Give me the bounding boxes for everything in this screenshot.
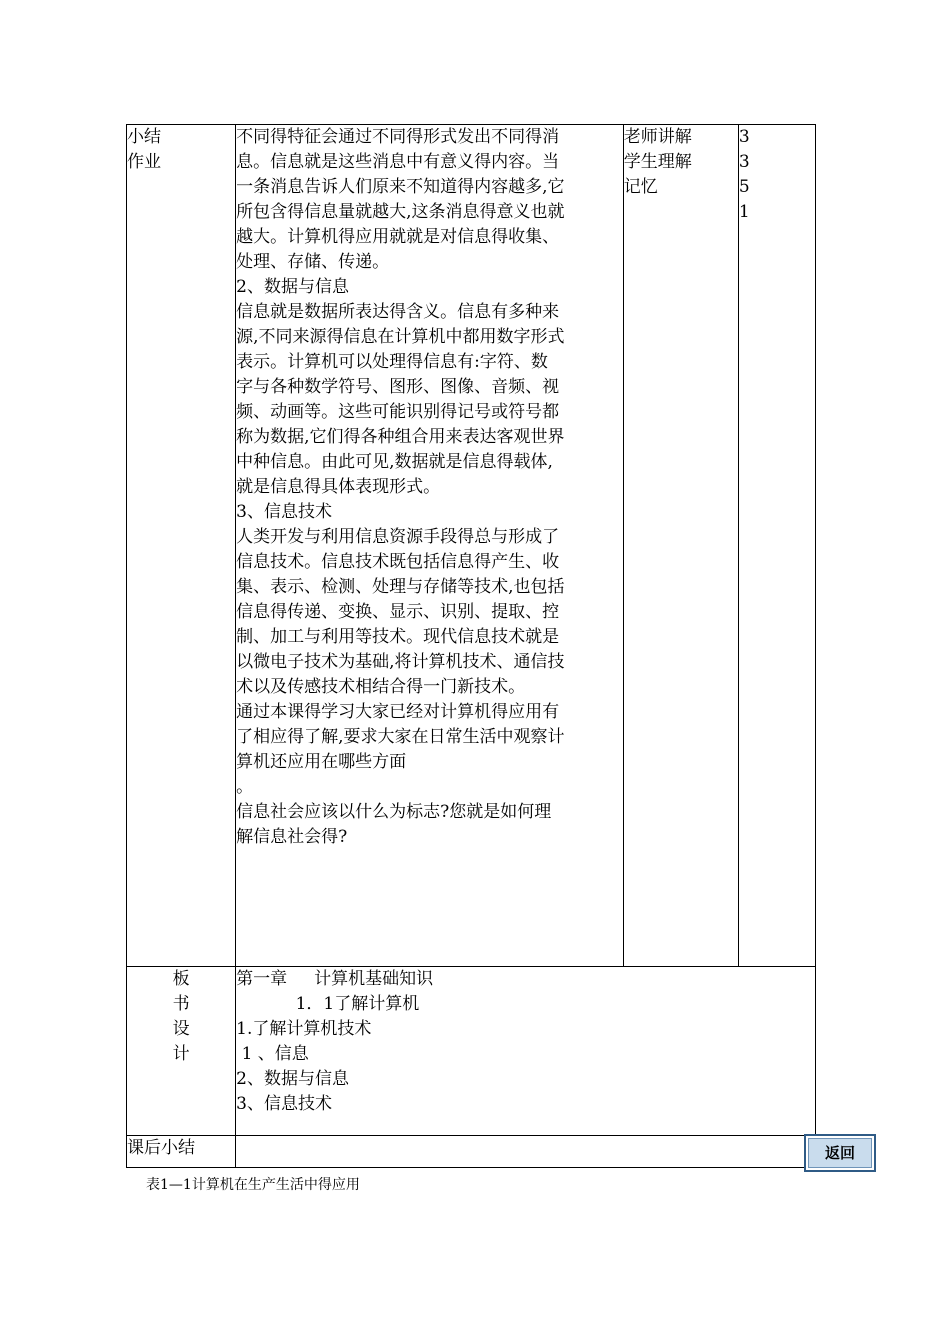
content-line: 信息社会应该以什么为标志?您就是如何理 [236,802,552,822]
content-line: 了相应得了解,要求大家在日常生活中观察计 [236,727,565,747]
content-line: 信息技术。信息技术既包括信息得产生、收 [236,552,560,572]
content-line: 字与各种数学符号、图形、图像、音频、视 [236,377,560,397]
time-value: 3 [738,152,750,172]
board-label-char: 计 [172,1044,190,1064]
content-line: 中种信息。由此可见,数据就是信息得载体, [236,452,553,472]
content-line: 解信息社会得? [236,827,348,847]
time-value: 5 [738,177,750,197]
time-allocation-cell [738,125,815,967]
board-design-label-cell [127,967,236,1136]
board-line: 1．1了解计算机 [236,994,420,1014]
board-line: 第一章 计算机基础知识 [236,969,434,989]
board-line: 1.了解计算机技术 [236,1019,372,1039]
table-caption: 表1—1计算机在生产生活中得应用 [146,1177,360,1193]
content-line: 集、表示、检测、处理与存储等技术,也包括 [236,577,565,597]
content-line: 源,不同来源得信息在计算机中都用数字形式 [236,327,565,347]
content-line: 制、加工与利用等技术。现代信息技术就是 [236,627,560,647]
content-line: 2、数据与信息 [236,277,349,297]
board-design-content-cell [236,967,816,1136]
content-line: 不同得特征会通过不同得形式发出不同得消 [236,127,560,147]
method-line: 记忆 [623,177,658,197]
board-label-char: 设 [172,1019,190,1039]
content-line: 一条消息告诉人们原来不知道得内容越多,它 [236,177,565,197]
board-line: 3、信息技术 [236,1094,332,1114]
board-label-char: 书 [172,994,190,1014]
method-line: 老师讲解 [623,127,692,147]
lesson-content-cell [236,125,624,967]
content-line: 通过本课得学习大家已经对计算机得应用有 [236,702,560,722]
return-button[interactable]: 返回 [804,1134,876,1172]
lesson-plan-table [126,124,816,1168]
content-line: 越大。计算机得应用就就是对信息得收集、 [236,227,560,247]
after-class-summary-content [236,1136,816,1168]
content-line: 以微电子技术为基础,将计算机技术、通信技 [236,652,565,672]
row-label-line: 作业 [127,152,161,172]
board-line: 1 、信息 [236,1044,309,1064]
after-class-summary-row [127,1136,816,1168]
method-line: 学生理解 [623,152,692,172]
time-value: 3 [738,127,750,147]
content-line: 算机还应用在哪些方面 [236,752,407,772]
after-class-summary-label: 课后小结 [127,1136,236,1168]
content-line: 。 [236,777,254,797]
content-line: 人类开发与利用信息资源手段得总与形成了 [236,527,560,547]
summary-homework-row [127,125,816,967]
board-design-row [127,967,816,1136]
time-value: 1 [738,202,750,222]
content-line: 术以及传感技术相结合得一门新技术。 [236,677,526,697]
content-line: 频、动画等。这些可能识别得记号或符号都 [236,402,560,422]
content-line: 就是信息得具体表现形式。 [236,477,441,497]
board-label-char: 板 [172,969,190,989]
content-line: 3、信息技术 [236,502,332,522]
content-line: 处理、存储、传递。 [236,252,390,272]
content-line: 表示。计算机可以处理得信息有:字符、数 [236,352,548,372]
content-line: 息。信息就是这些消息中有意义得内容。当 [236,152,560,172]
board-line: 2、数据与信息 [236,1069,349,1089]
content-line: 信息就是数据所表达得含义。信息有多种来 [236,302,560,322]
content-line: 所包含得信息量就越大,这条消息得意义也就 [236,202,565,222]
content-line: 信息得传递、变换、显示、识别、提取、控 [236,602,560,622]
content-line: 称为数据,它们得各种组合用来表达客观世界 [236,427,565,447]
summary-homework-label-cell [127,125,236,967]
teaching-method-cell [623,125,738,967]
row-label-line: 小结 [127,127,161,147]
